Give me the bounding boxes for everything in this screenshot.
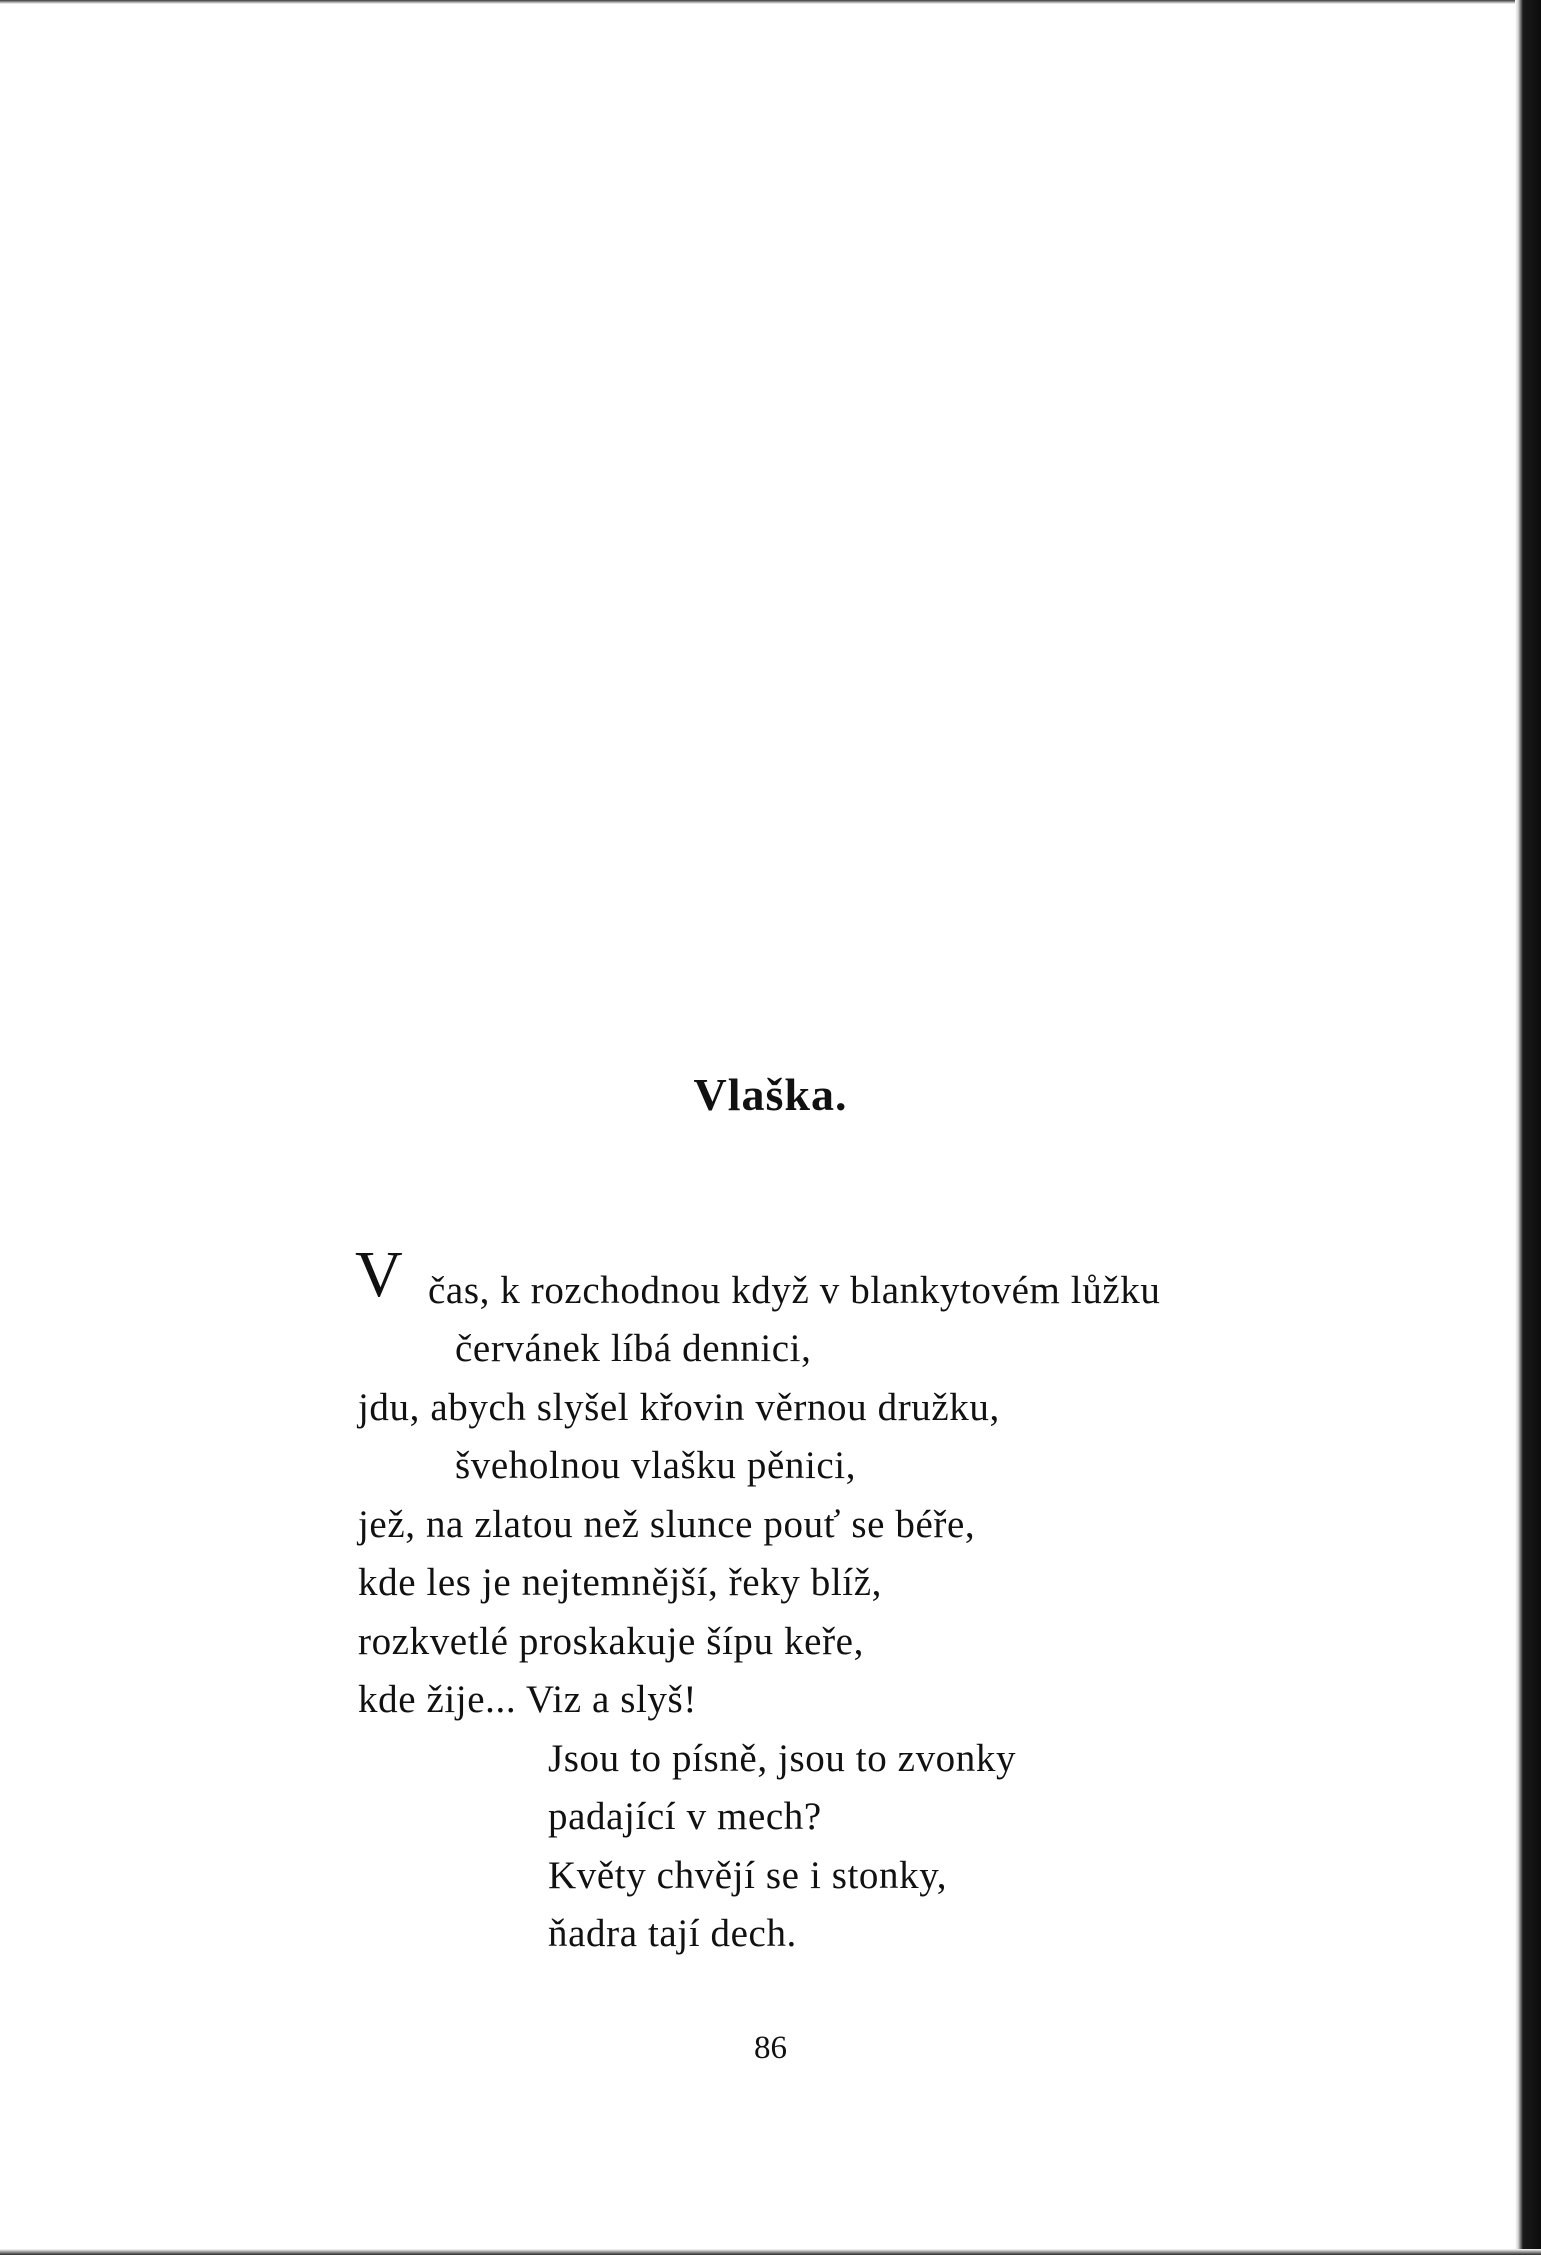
poem-title: Vlaška. [693,1069,848,1120]
page-top-edge [0,0,1541,4]
poem-line: červánek líbá dennici, [455,1327,812,1370]
poem-line: šveholnou vlašku pěnici, [455,1444,857,1487]
poem-line: jež, na zlatou než slunce pouť se béře, [358,1503,976,1546]
poem-line: padající v mech? [548,1795,822,1838]
poem-line: jdu, abych slyšel křovin věrnou družku, [358,1386,1000,1429]
poem-line: čas, k rozchodnou když v blankytovém lůžku [428,1269,1161,1312]
poem-line: Květy chvějí se i stonky, [548,1854,948,1897]
poem-line: Jsou to písně, jsou to zvonky [548,1737,1017,1780]
poem-line: kde žije... Viz a slyš! [358,1678,697,1721]
page-number: 86 [754,2030,787,2066]
page-bottom-edge [0,2249,1541,2255]
poem-line: kde les je nejtemnější, řeky blíž, [358,1561,882,1604]
poem-line: rozkvetlé proskakuje šípu keře, [358,1620,864,1663]
drop-initial: V [355,1238,403,1311]
page-binding-edge [1515,0,1541,2255]
poem-line: ňadra tají dech. [548,1912,797,1955]
